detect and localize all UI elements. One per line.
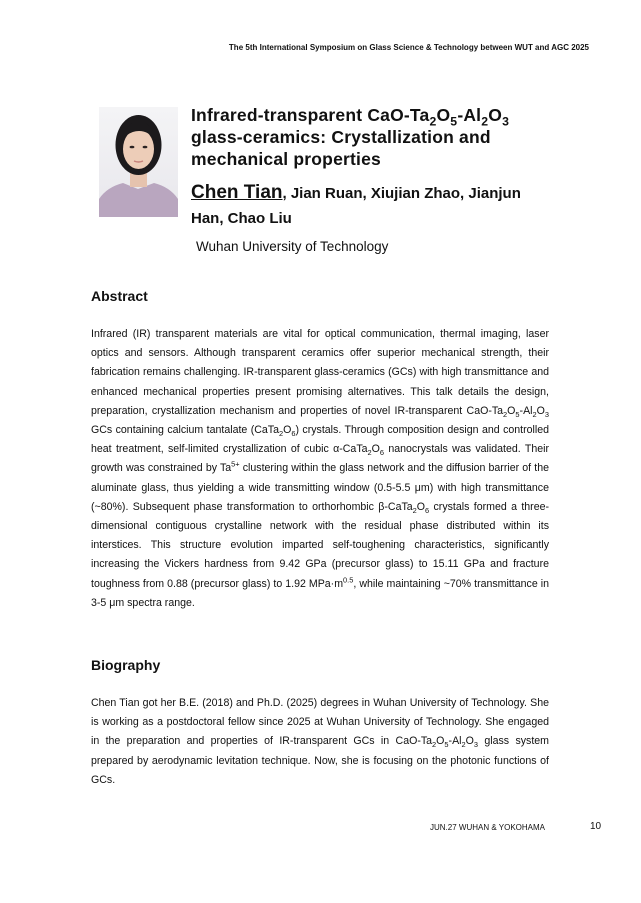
running-header [229,43,589,52]
biography-part-2: glass system prepared by aerodynamic levitation technique. Now, she is focusing on the photonic functions of GCs. [91,735,549,786]
affiliation: Wuhan University of Technology [196,239,389,254]
biography-part-1: Chen Tian got her B.E. (2018) and Ph.D. (2025) degrees in Wuhan University of Technology. She is working as a postdoctoral fellow since 2025 at Wuhan University of Technology. She engaged in the preparation and properties of IR-transparent GCs in [91,697,549,748]
abstract-text: Infrared (IR) transparent materials are vital for optical communication, thermal imaging, laser optics and sensors. Although transparent ceramics offer superior mechanical strength, their fabrication remains challenging. IR-transparent glass-ceramics (GCs) with high transmittance and enhanced mechanical properties present promising alternatives. This talk details the design, preparation, crystallization mechanism and properties of novel IR-transparent CaO-$Ta_2O_5-Al_2O_3$ GCs containing calcium tantalate $(CaTa_2O_6)$ crystals. Through composition design and controlled heat treatment, self-limited crystallization of cubic $\alpha-CaTa_2O_6$ nanocrystals was validated. Their growth was constrained by $Ta^{5+}$ clustering within the glass network and the diffusion barrier of the aluminate glass, thus yielding a wide transmitting window (0.5-5.5 μm) with high transmittance (~80%). Subsequent phase transformation to orthorhombic $\beta-CaTa_2O_6$ crystals formed a three-dimensional contiguous crystalline network with the residual phase distributed within its interstices. This structure evolution imparted self-toughening characteristics, significantly increasing the Vickers hardness from 9.42 GPa (precursor glass) to 15.11 GPa and fracture toughness from 0.88 (precursor glass) to 1.92 $MPa\cdot m^{0.5}$, while maintaining ~70% transmittance in 3-5 μm spectra range. [91,328,550,609]
abstract-part-7: , while maintaining ~70% transmittance in 3-5 μm spectra range. [91,577,549,609]
abstract-part-3: ) crystals. Through composition design and controlled heat treatment, self-limited crystallization of cubic α- [91,424,549,456]
title-prefix: Infrared-transparent CaO-Ta [191,105,430,125]
abstract-part-5: clustering within the glass network and the diffusion barrier of the aluminate glass, thus yielding a wide transmitting window (0.5-5.5 μm) with high transmittance (~80%). Subsequent phase transformation to orthorhombic β- [91,462,549,513]
footer-text: JUN.27 WUHAN & YOKOHAMA [430,823,545,832]
author-list [191,180,551,231]
running-header-text: The 5th International Symposium on Glass Science & Technology between WUT and AGC 2025 [228,43,589,52]
page-number: 10 [590,821,602,832]
co-authors: , Jian Ruan, Xiujian Zhao, Jianjun Han, Chao Liu [191,185,521,227]
title-suffix: glass-ceramics: Crystallization and mechanical properties [191,127,491,169]
abstract-part-1: Infrared (IR) transparent materials are vital for optical communication, thermal imaging, laser optics and sensors. Although transparent ceramics offer superior mechanical strength, their fabrication remains challenging. IR-transparent glass-ceramics (GCs) with high transmittance and enhanced mechanical properties present promising alternatives. This talk details the design, preparation, crystallization mechanism and properties of novel IR-transparent [91,328,549,417]
paper-title: Infrared-transparent CaO-$Ta_2O_5-Al_2O_3$ glass-ceramics: Crystallization and mechanical properties [191,105,510,169]
author-photo [99,107,178,217]
biography-heading: Biography [91,657,161,673]
abstract-part-4: nanocrystals was validated. Their growth was constrained by Ta [91,443,549,475]
abstract-part-6: crystals formed a three-dimensional contiguous crystalline network with the residual phase distributed within its interstices. This structure evolution imparted self-toughening characteristics, significantly increasing the Vickers hardness from 9.42 GPa (precursor glass) to 15.11 GPa and fracture toughness from 0.88 (precursor glass) to 1.92 MPa·m [91,500,550,590]
abstract-part-2: GCs containing calcium tantalate ( [91,424,255,437]
abstract-heading: Abstract [91,288,148,304]
biography-text: Chen Tian got her B.E. (2018) and Ph.D. (2025) degrees in Wuhan University of Technology. She is working as a postdoctoral fellow since 2025 at Wuhan University of Technology. She engaged in the preparation and properties of IR-transparent GCs in CaO-$Ta_2O_5-Al_2O_3$ glass system prepared by aerodynamic levitation technique. Now, she is focusing on the photonic functions of GCs. [91,697,549,786]
presenting-author: Chen Tian [191,182,283,203]
